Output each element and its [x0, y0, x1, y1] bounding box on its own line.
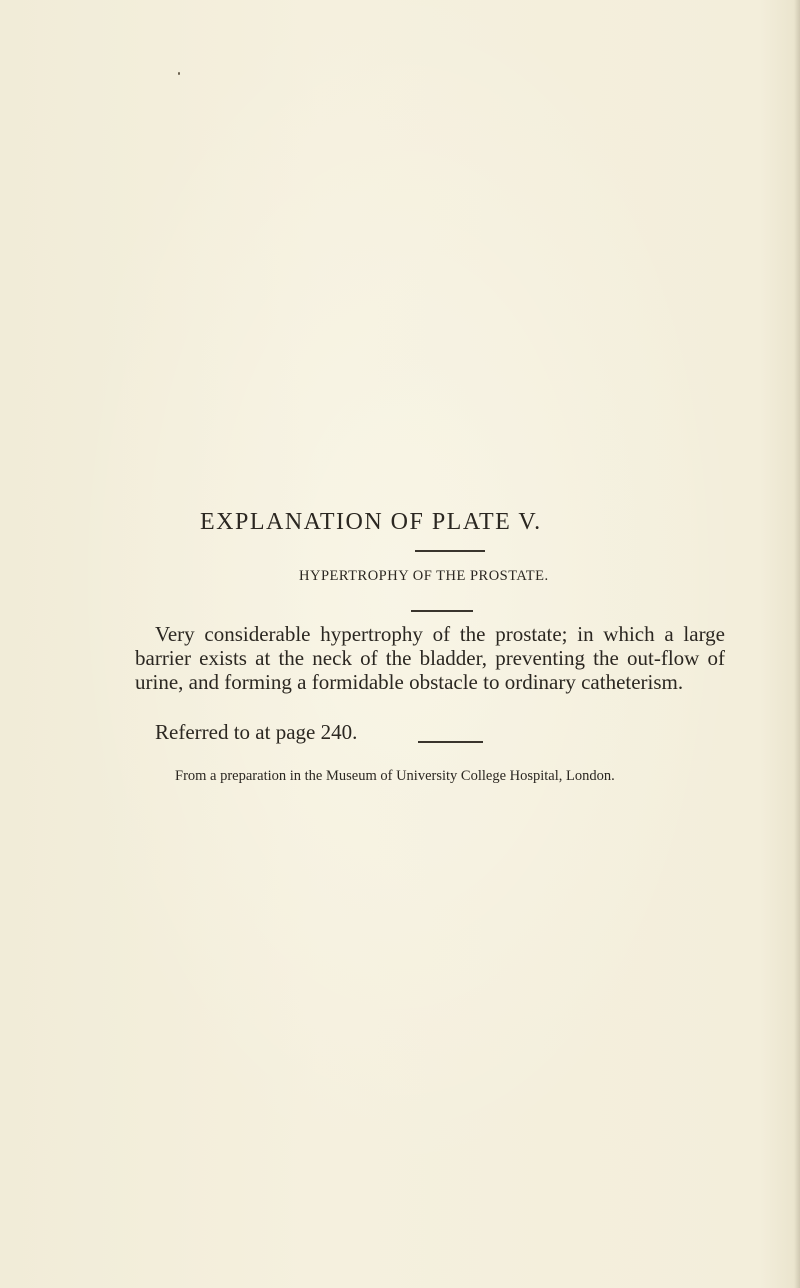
plate-subtitle: HYPERTROPHY OF THE PROSTATE.: [299, 568, 549, 584]
plate-description: Very considerable hypertrophy of the prostate; in which a large barrier exists at the neck of the bladder, preventing the out-flow of urine, and forming a formidable obstacle to ordinary catheterism.: [135, 622, 725, 694]
divider-rule: [411, 610, 473, 612]
plate-title: EXPLANATION OF PLATE V.: [200, 509, 542, 535]
page-reference: Referred to at page 240.: [155, 720, 358, 744]
divider-rule: [418, 741, 483, 743]
source-credit: From a preparation in the Museum of University College Hospital, London.: [175, 768, 615, 784]
divider-rule: [415, 550, 485, 552]
paper-speck: [178, 72, 180, 75]
page-edge-shadow: [794, 0, 800, 1288]
